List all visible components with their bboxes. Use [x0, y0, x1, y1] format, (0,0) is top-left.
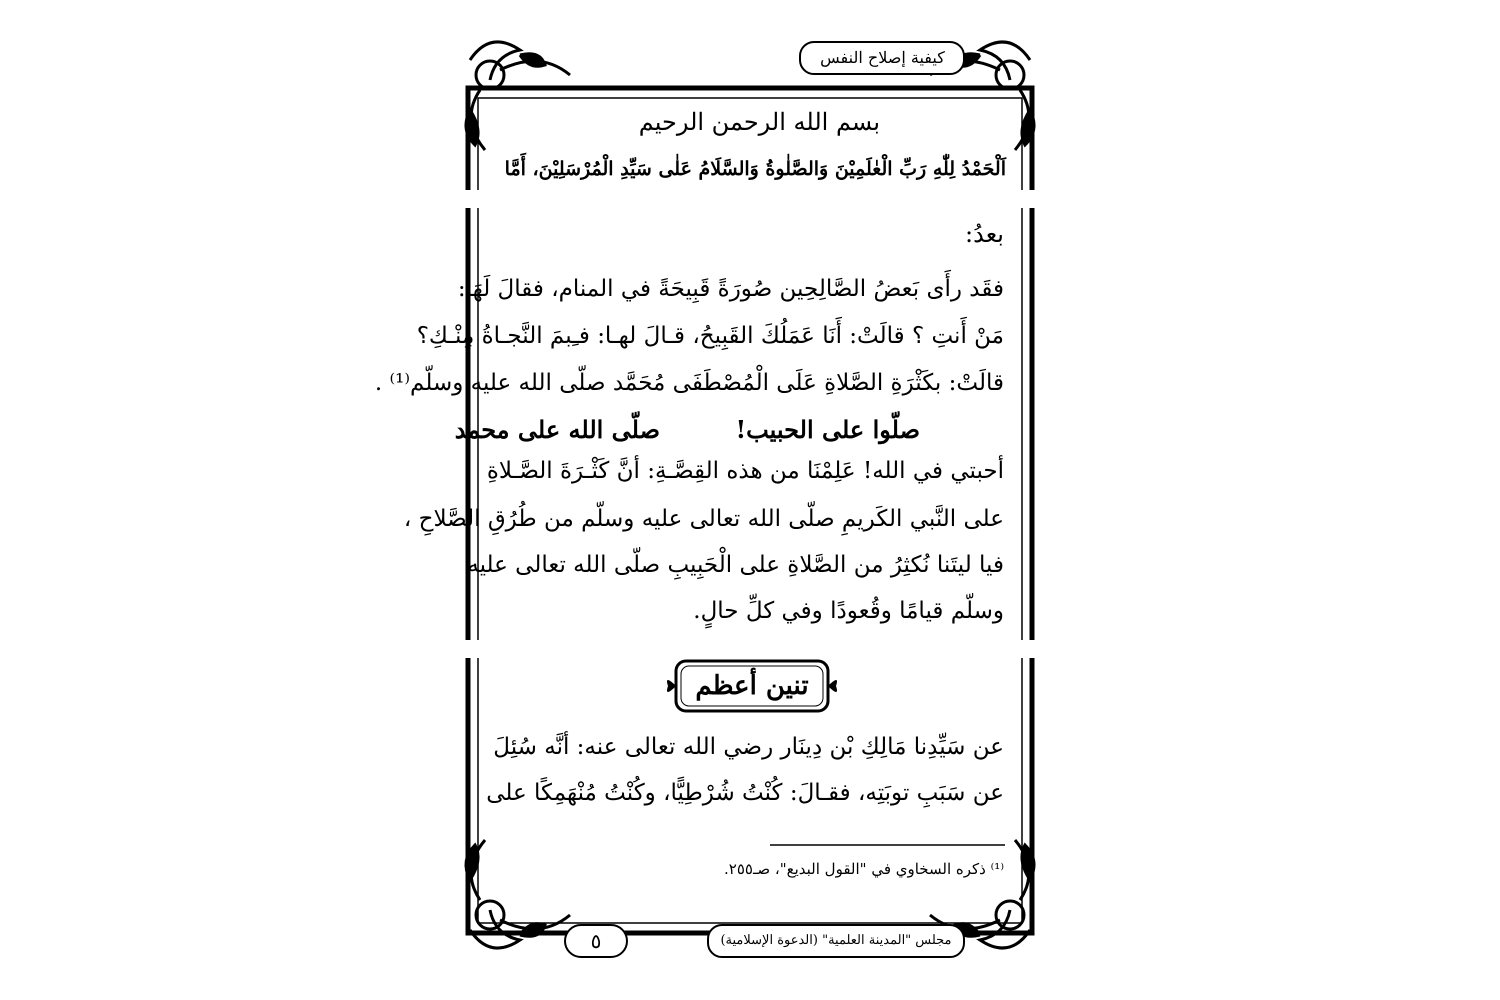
- paragraph-line: فقَد رأَى بَعضُ الصَّالِحِين صُورَةً قَبِيحَةً في المنام، فقالَ لَهَا:: [457, 276, 1004, 302]
- paragraph-line: قالَتْ: بكَثْرَةِ الصَّلاةِ عَلَى الْمُصْطَفَى مُحَمَّد صلّى الله عليه وسلّم⁽¹⁾ .: [374, 370, 1004, 396]
- section-title: تنين أعظم: [695, 671, 809, 701]
- paragraph-line: عن سَبَبِ توبَتِه، فقـالَ: كُنْتُ شُرْطِيًّا، وكُنْتُ مُنْهَمِكًا على: [486, 780, 1004, 806]
- paragraph-line: وسلّم قيامًا وقُعودًا وفي كلِّ حالٍ.: [693, 598, 1004, 624]
- footnote: ⁽¹⁾ ذكره السخاوي في "القول البديع"، صـ٢٥٥.: [724, 860, 1004, 878]
- salawat-response: صلّى الله على محمد: [454, 415, 660, 444]
- opening-baad: بعدُ:: [965, 220, 1004, 248]
- publisher-name: مجلس "المدينة العلمية" (الدعوة الإسلامية): [720, 933, 952, 948]
- basmala: بسم الله الرحمن الرحيم: [638, 108, 880, 136]
- corner-ornament-top-left: [466, 42, 570, 150]
- salawat-call: صلّوا على الحبيب!: [735, 415, 920, 444]
- running-header-title: كيفية إصلاح النفس: [820, 48, 945, 67]
- opening-praise: اَلْحَمْدُ لِلّٰهِ رَبِّ الْعٰلَمِيْنَ وَالصَّلٰوةُ وَالسَّلَامُ عَلٰى سَيِّدِ الْمُرْسَلِيْنَ، أَمَّا: [504, 158, 1006, 180]
- page-number: ٥: [590, 929, 602, 953]
- paragraph-line: عن سَيِّدِنا مَالِكِ بْن دِينَار رضي الله تعالى عنه: أنَّه سُئِلَ: [493, 734, 1004, 760]
- paragraph-line: مَنْ أَنتِ ؟ قالَتْ: أَنَا عَمَلُكَ القَبِيحُ، قـالَ لهـا: فـِبمَ النَّجـاةُ مِنْـكِ؟: [416, 323, 1004, 349]
- paragraph-line: أحبتي في الله! عَلِمْنَا من هذه القِصَّـةِ: أنَّ كَثْـرَةَ الصَّـلاةِ: [486, 458, 1004, 484]
- paragraph-line: على النَّبي الكَريمِ صلّى الله تعالى عليه وسلّم من طُرُقِ الصَّلاحِ ،: [403, 506, 1004, 532]
- paragraph-line: فيا ليتَنا نُكثِرُ من الصَّلاةِ على الْحَبِيبِ صلّى الله تعالى عليه: [467, 552, 1004, 578]
